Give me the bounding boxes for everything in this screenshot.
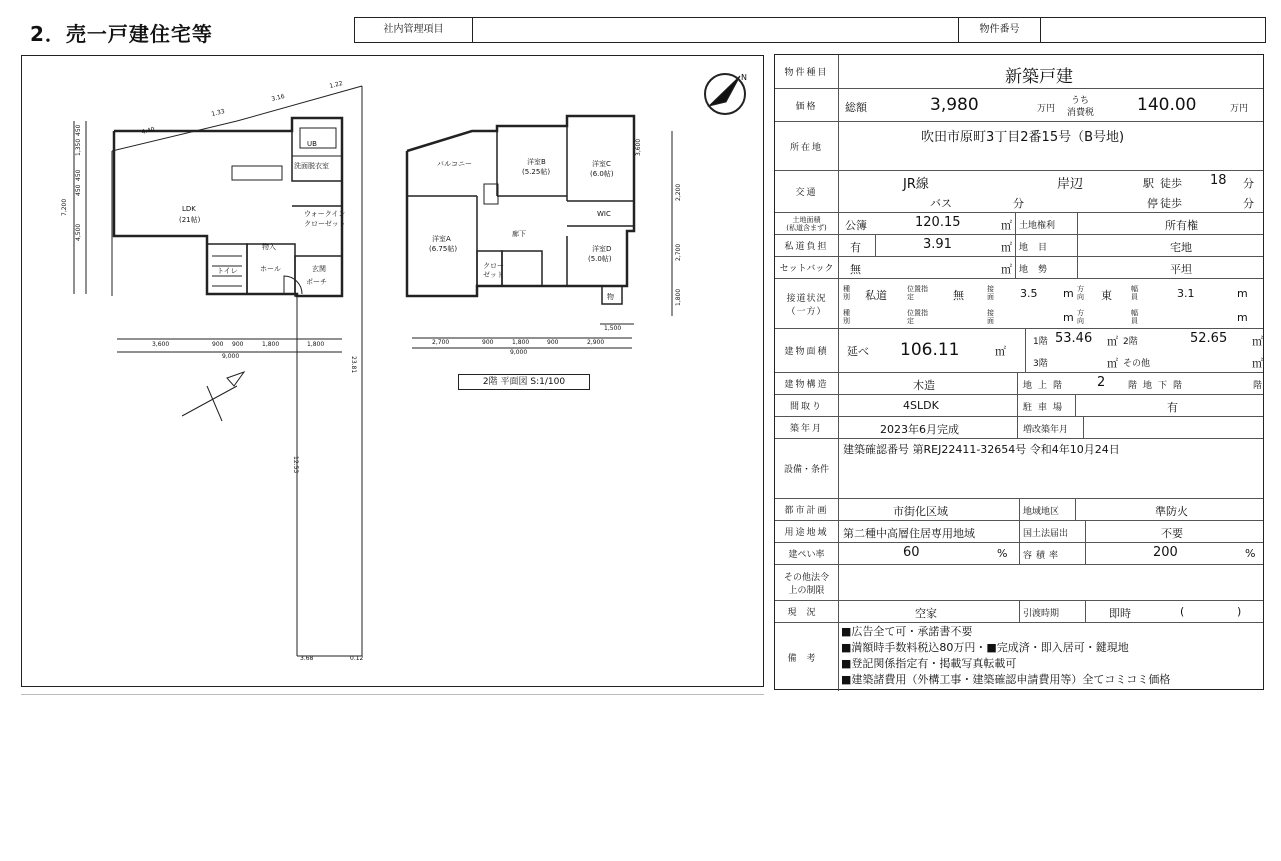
svg-text:1,800: 1,800 bbox=[262, 341, 280, 348]
district-label: 地域地区 bbox=[1023, 507, 1060, 517]
svg-text:0.12: 0.12 bbox=[350, 655, 364, 662]
svg-text:2,700: 2,700 bbox=[432, 339, 450, 346]
svg-text:450: 450 bbox=[75, 124, 82, 136]
road2-kind-label: 種別 bbox=[843, 309, 850, 325]
row-notes bbox=[775, 623, 1263, 691]
station-name: 岸辺 bbox=[1057, 177, 1084, 192]
private-road-value: 3.91 bbox=[923, 237, 952, 252]
land-right-value: 所有権 bbox=[1165, 219, 1198, 232]
svg-text:(6.75帖): (6.75帖) bbox=[429, 245, 458, 253]
coverage-label: 建ぺい率 bbox=[775, 543, 839, 564]
address-label: 所在地 bbox=[775, 122, 839, 170]
national-land-value: 不要 bbox=[1161, 527, 1183, 540]
floor2-unit: ㎡ bbox=[1252, 335, 1263, 348]
floor2-value: 52.65 bbox=[1190, 331, 1228, 346]
floors-above-value: 2 bbox=[1097, 375, 1106, 390]
floor3-unit: ㎡ bbox=[1107, 357, 1118, 370]
property-spec-table bbox=[774, 54, 1264, 690]
svg-text:N: N bbox=[741, 73, 747, 82]
building-total-value: 106.11 bbox=[900, 340, 960, 360]
divider bbox=[21, 694, 764, 695]
svg-text:洋室C: 洋室C bbox=[592, 160, 611, 168]
land-area-basis: 公簿 bbox=[845, 219, 867, 232]
layout-label: 間取り bbox=[775, 395, 839, 416]
land-right-label: 土地権利 bbox=[1019, 221, 1056, 231]
svg-text:900: 900 bbox=[482, 339, 494, 346]
floor-area-ratio-label: 容積率 bbox=[1023, 551, 1063, 561]
row-status bbox=[775, 601, 1263, 623]
svg-text:3,600: 3,600 bbox=[635, 138, 642, 156]
status-value: 空家 bbox=[915, 607, 937, 620]
other-floor-unit: ㎡ bbox=[1252, 357, 1263, 370]
road2-face-unit: m bbox=[1063, 311, 1074, 324]
row-built-date bbox=[775, 417, 1263, 439]
walk-label: 徒歩 bbox=[1160, 177, 1182, 190]
price-value: 3,980 bbox=[930, 95, 979, 115]
tax-value: 140.00 bbox=[1137, 95, 1197, 115]
row-transport bbox=[775, 171, 1263, 213]
row-type bbox=[775, 55, 1263, 89]
type-value: 新築戸建 bbox=[1005, 67, 1073, 87]
private-road-has: 有 bbox=[850, 241, 861, 254]
bus-label: バス bbox=[930, 197, 952, 210]
floors-above-label: 地上階 bbox=[1023, 381, 1069, 391]
road-position-value: 無 bbox=[953, 289, 964, 302]
svg-text:物入: 物入 bbox=[262, 243, 276, 251]
svg-text:1,350: 1,350 bbox=[75, 138, 82, 156]
stop-label: 停 bbox=[1147, 197, 1158, 210]
road2-width-unit: m bbox=[1237, 311, 1248, 324]
status-label: 現況 bbox=[775, 601, 839, 622]
note-item: ■登記関係指定有・掲載写真転載可 bbox=[841, 657, 1017, 670]
road-direction-label: 方向 bbox=[1077, 285, 1084, 301]
row-zoning bbox=[775, 521, 1263, 543]
road-face-value: 3.5 bbox=[1020, 287, 1038, 300]
land-category-label: 地目 bbox=[1019, 243, 1058, 253]
svg-text:ポーチ: ポーチ bbox=[306, 278, 327, 286]
mgmt-label: 社内管理項目 bbox=[355, 18, 473, 42]
floor-plan-caption: 2階 平面図 S:1/100 bbox=[458, 374, 590, 390]
row-private-road bbox=[775, 235, 1263, 257]
svg-text:1,800: 1,800 bbox=[512, 339, 530, 346]
floor2-label: 2階 bbox=[1123, 337, 1138, 347]
svg-text:2,200: 2,200 bbox=[675, 183, 682, 201]
road2-direction-label: 方向 bbox=[1077, 309, 1084, 325]
row-structure bbox=[775, 373, 1263, 395]
equipment-label: 設備・条件 bbox=[775, 439, 839, 498]
svg-text:7,200: 7,200 bbox=[61, 198, 68, 216]
transport-label: 交通 bbox=[775, 171, 839, 212]
svg-text:洋室B: 洋室B bbox=[527, 158, 546, 166]
row-price bbox=[775, 89, 1263, 122]
other-floor-label: その他 bbox=[1123, 359, 1151, 369]
built-value: 2023年6月完成 bbox=[880, 423, 959, 436]
note-item: ■建築諸費用（外構工事・建築確認申請費用等）全てコミコミ価格 bbox=[841, 673, 1171, 686]
svg-text:(6.0帖): (6.0帖) bbox=[590, 170, 614, 178]
land-area-label-1: 土地面積 bbox=[792, 215, 821, 224]
notes-list bbox=[841, 624, 1170, 688]
svg-text:(5.0帖): (5.0帖) bbox=[588, 255, 612, 263]
land-area-value: 120.15 bbox=[915, 215, 961, 230]
setback-value: 無 bbox=[850, 263, 861, 276]
line-name: JR線 bbox=[903, 177, 929, 192]
address-value: 吹田市原町3丁目2番15号（B号地) bbox=[921, 130, 1125, 145]
svg-text:450: 450 bbox=[75, 169, 82, 181]
parking-value: 有 bbox=[1167, 401, 1178, 414]
land-area-unit: ㎡ bbox=[1001, 219, 1012, 232]
structure-label: 建物構造 bbox=[775, 373, 839, 394]
svg-text:900: 900 bbox=[547, 339, 559, 346]
note-item: ■満額時手数料税込80万円・■完成済・即入居可・鍵現地 bbox=[841, 641, 1129, 654]
svg-text:LDK: LDK bbox=[182, 205, 196, 213]
building-total-unit: ㎡ bbox=[995, 345, 1006, 358]
svg-text:900: 900 bbox=[232, 341, 244, 348]
road-access-label-1: 接道状況 bbox=[786, 293, 827, 304]
svg-text:物: 物 bbox=[607, 293, 614, 301]
row-address bbox=[775, 122, 1263, 171]
floor-area-ratio-value: 200 bbox=[1153, 545, 1178, 560]
road-width-value: 3.1 bbox=[1177, 287, 1195, 300]
svg-text:9,000: 9,000 bbox=[222, 353, 240, 360]
floors-below-label: 地下階 bbox=[1143, 381, 1189, 391]
svg-text:3.16: 3.16 bbox=[270, 92, 286, 103]
type-label: 物件種目 bbox=[775, 55, 839, 88]
note-item: ■広告全て可・承諾書不要 bbox=[841, 625, 973, 638]
city-plan-value: 市街化区域 bbox=[893, 505, 948, 518]
svg-text:9,000: 9,000 bbox=[510, 349, 528, 356]
property-no-label: 物件番号 bbox=[959, 18, 1041, 42]
svg-text:UB: UB bbox=[307, 140, 317, 148]
national-land-label: 国土法届出 bbox=[1023, 529, 1069, 539]
handover-paren-close: ) bbox=[1237, 605, 1242, 618]
property-no-value bbox=[1041, 18, 1267, 42]
road-kind-value: 私道 bbox=[865, 289, 887, 302]
svg-text:2,700: 2,700 bbox=[675, 243, 682, 261]
price-label: 価格 bbox=[775, 89, 839, 121]
walk-minutes-unit: 分 bbox=[1243, 177, 1254, 190]
svg-text:クロー: クロー bbox=[483, 262, 504, 270]
svg-text:トイレ: トイレ bbox=[217, 267, 238, 275]
row-other-law bbox=[775, 565, 1263, 601]
page-title: 2．売一戸建住宅等 bbox=[30, 22, 213, 46]
row-land-area bbox=[775, 213, 1263, 235]
floor3-label: 3階 bbox=[1033, 359, 1048, 369]
svg-text:(5.25帖): (5.25帖) bbox=[522, 168, 551, 176]
svg-text:23.81: 23.81 bbox=[350, 356, 357, 374]
road-kind-label: 種別 bbox=[843, 285, 850, 301]
north-compass-icon bbox=[705, 73, 747, 114]
setback-label: セットバック bbox=[775, 257, 839, 278]
svg-text:(21帖): (21帖) bbox=[179, 216, 201, 224]
coverage-unit: % bbox=[997, 547, 1008, 560]
price-unit: 万円 bbox=[1037, 104, 1056, 114]
road-face-unit: m bbox=[1063, 287, 1074, 300]
stop-walk-label: 徒歩 bbox=[1160, 197, 1182, 210]
private-road-unit: ㎡ bbox=[1001, 241, 1012, 254]
city-plan-label: 都市計画 bbox=[775, 499, 839, 520]
svg-text:1,500: 1,500 bbox=[604, 325, 622, 332]
svg-text:クローゼット: クローゼット bbox=[304, 220, 346, 228]
floor-plan-panel bbox=[21, 55, 764, 687]
road2-position-label: 位置指定 bbox=[907, 309, 928, 325]
handover-value: 即時 bbox=[1109, 607, 1131, 620]
road-width-label: 幅員 bbox=[1131, 285, 1138, 301]
built-label: 築年月 bbox=[775, 417, 839, 438]
svg-text:洋室A: 洋室A bbox=[432, 235, 451, 243]
road-access-label bbox=[775, 279, 839, 328]
floor1-value: 53.46 bbox=[1055, 331, 1093, 346]
bus-minutes-unit: 分 bbox=[1013, 197, 1024, 210]
svg-text:1,800: 1,800 bbox=[307, 341, 325, 348]
svg-text:2,900: 2,900 bbox=[587, 339, 605, 346]
svg-text:WIC: WIC bbox=[597, 210, 611, 218]
road2-width-label: 幅員 bbox=[1131, 309, 1138, 325]
svg-text:バルコニー: バルコニー bbox=[437, 160, 472, 168]
building-area-label: 建物面積 bbox=[775, 329, 839, 372]
handover-label: 引渡時期 bbox=[1023, 609, 1060, 619]
svg-text:1,800: 1,800 bbox=[675, 288, 682, 306]
terrain-label: 地勢 bbox=[1019, 265, 1058, 275]
zoning-label: 用途地域 bbox=[775, 521, 839, 542]
road2-face-label: 接面 bbox=[987, 309, 994, 325]
svg-text:廊下: 廊下 bbox=[512, 230, 526, 238]
station-label: 駅 bbox=[1143, 177, 1154, 190]
row-equipment bbox=[775, 439, 1263, 499]
row-layout bbox=[775, 395, 1263, 417]
floors-above-unit: 階 bbox=[1128, 381, 1138, 391]
row-building-area bbox=[775, 329, 1263, 373]
floor-plan-drawing bbox=[22, 56, 762, 686]
notes-label: 備考 bbox=[775, 623, 839, 691]
svg-text:洗面脱衣室: 洗面脱衣室 bbox=[294, 162, 329, 170]
road-position-label: 位置指定 bbox=[907, 285, 928, 301]
setback-unit: ㎡ bbox=[1001, 263, 1012, 276]
svg-text:4,500: 4,500 bbox=[75, 223, 82, 241]
svg-text:12.53: 12.53 bbox=[292, 456, 299, 474]
svg-text:900: 900 bbox=[212, 341, 224, 348]
row-city-plan bbox=[775, 499, 1263, 521]
district-value: 準防火 bbox=[1155, 505, 1188, 518]
equipment-value: 建築確認番号 第REJ22411-32654号 令和4年10月24日 bbox=[843, 443, 1120, 456]
svg-text:3.68: 3.68 bbox=[300, 655, 314, 662]
land-area-label bbox=[775, 213, 839, 234]
road-width-unit: m bbox=[1237, 287, 1248, 300]
handover-paren-open: ( bbox=[1180, 605, 1185, 618]
tax-label-2: 消費税 bbox=[1067, 108, 1095, 118]
floor1-label: 1階 bbox=[1033, 337, 1048, 347]
parking-label: 駐車場 bbox=[1023, 403, 1069, 413]
svg-text:3,600: 3,600 bbox=[152, 341, 170, 348]
tax-unit: 万円 bbox=[1230, 104, 1249, 114]
road-direction-value: 東 bbox=[1101, 289, 1112, 302]
price-total-label: 総額 bbox=[845, 101, 867, 114]
road-access-label-2: （一方） bbox=[786, 306, 827, 317]
structure-value: 木造 bbox=[913, 379, 935, 392]
zoning-value: 第二種中高層住居専用地域 bbox=[843, 527, 975, 540]
svg-text:ホール: ホール bbox=[260, 265, 281, 273]
svg-text:450: 450 bbox=[75, 184, 82, 196]
svg-text:ウォークイン: ウォークイン bbox=[304, 210, 346, 218]
management-header bbox=[354, 17, 1266, 43]
row-road-access bbox=[775, 279, 1263, 329]
row-setback bbox=[775, 257, 1263, 279]
row-coverage bbox=[775, 543, 1263, 565]
land-category-value: 宅地 bbox=[1170, 241, 1192, 254]
coverage-value: 60 bbox=[903, 545, 920, 560]
road-face-label: 接面 bbox=[987, 285, 994, 301]
tax-label-1: うち bbox=[1071, 96, 1090, 106]
floors-below-unit: 階 bbox=[1253, 381, 1263, 391]
private-road-label: 私道負担 bbox=[775, 235, 839, 256]
svg-text:1.33: 1.33 bbox=[210, 107, 226, 118]
walk-minutes: 18 bbox=[1210, 173, 1227, 188]
other-law-label bbox=[775, 565, 839, 600]
floor1-unit: ㎡ bbox=[1107, 335, 1118, 348]
svg-text:玄関: 玄関 bbox=[312, 265, 326, 273]
renovation-label: 増改築年月 bbox=[1023, 425, 1069, 435]
svg-text:4.40: 4.40 bbox=[140, 125, 156, 136]
layout-value: 4SLDK bbox=[903, 399, 939, 412]
other-law-label-2: 上の制限 bbox=[788, 585, 825, 596]
mgmt-value bbox=[473, 18, 959, 42]
building-total-label: 延べ bbox=[847, 345, 869, 358]
floor-area-ratio-unit: % bbox=[1245, 547, 1256, 560]
svg-text:1.22: 1.22 bbox=[328, 79, 344, 90]
stop-minutes-unit: 分 bbox=[1243, 197, 1254, 210]
other-law-label-1: その他法令 bbox=[783, 572, 829, 583]
svg-text:洋室D: 洋室D bbox=[592, 245, 612, 253]
terrain-value: 平坦 bbox=[1170, 263, 1192, 276]
land-area-label-2: (私道含まず) bbox=[786, 223, 827, 232]
svg-text:ゼット: ゼット bbox=[483, 271, 504, 279]
